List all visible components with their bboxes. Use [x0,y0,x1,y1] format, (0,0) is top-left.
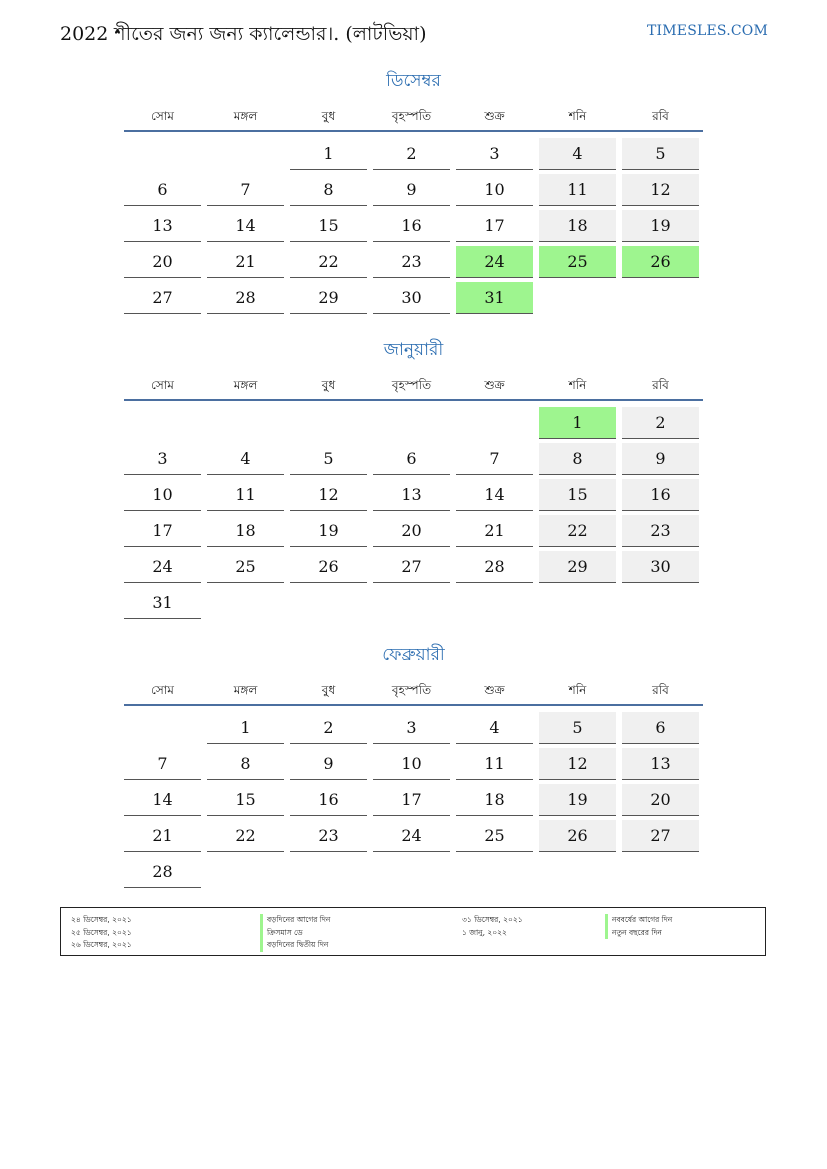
weekday-label: রবি [652,683,669,697]
weekday-label: রবি [652,378,669,392]
day-cell: 7 [456,443,533,475]
day-cell: 6 [373,443,450,475]
weekday-label: শুক্র [484,683,505,697]
day-cell: 29 [539,551,616,583]
day-cell: 14 [207,210,284,242]
day-cell: 24 [124,551,201,583]
month-title: ফেব্রুয়ারী [382,645,445,665]
day-cell: 10 [373,748,450,780]
day-cell: 13 [124,210,201,242]
day-cell: 3 [456,138,533,170]
holiday-legend [60,907,766,956]
day-cell: 21 [124,820,201,852]
legend-date: ৩১ ডিসেম্বর, ২০২১ [462,915,523,924]
weekday-header [124,108,703,132]
day-cell: 2 [290,712,367,744]
day-cell: 20 [124,246,201,278]
day-cell: 8 [290,174,367,206]
day-cell: 23 [373,246,450,278]
day-cell: 8 [539,443,616,475]
day-cell: 1 [290,138,367,170]
day-cell: 11 [207,479,284,511]
weekday-label: সোম [151,109,174,123]
day-cell: 25 [456,820,533,852]
day-cell: 17 [124,515,201,547]
day-cell: 4 [539,138,616,170]
weekday-label: শনি [568,683,587,697]
day-cell: 14 [456,479,533,511]
day-cell: 2 [622,407,699,439]
holiday-day-cell: 1 [539,407,616,439]
day-cell: 5 [622,138,699,170]
day-cell: 28 [456,551,533,583]
day-cell: 18 [456,784,533,816]
day-grid [124,407,703,619]
day-cell: 30 [622,551,699,583]
legend-date: ২৬ ডিসেম্বর, ২০২১ [71,940,132,949]
empty-cell [124,138,201,170]
day-cell: 23 [290,820,367,852]
day-cell: 1 [207,712,284,744]
weekday-label: শনি [568,378,587,392]
day-cell: 27 [622,820,699,852]
day-cell: 3 [124,443,201,475]
day-cell: 30 [373,282,450,314]
day-cell: 23 [622,515,699,547]
day-cell: 6 [622,712,699,744]
weekday-label: শুক্র [484,109,505,123]
weekday-label: সোম [151,378,174,392]
day-cell: 7 [124,748,201,780]
weekday-label: বুধ [321,109,336,123]
weekday-header [124,682,703,706]
day-cell: 25 [207,551,284,583]
day-cell: 7 [207,174,284,206]
legend-holiday-name: ক্রিসমাস ডে [260,927,330,940]
month-title: ডিসেম্বর [386,71,441,91]
page-title: 2022 শীতের জন্য জন্য ক্যালেন্ডার।. (লাটভিয়া) [60,23,427,45]
legend-date: ১ জানু, ২০২২ [462,927,507,937]
legend-date: ২৪ ডিসেম্বর, ২০২১ [71,915,132,924]
day-cell: 13 [373,479,450,511]
day-cell: 31 [124,587,201,619]
empty-cell [207,407,284,439]
holiday-day-cell: 26 [622,246,699,278]
weekday-header [124,377,703,401]
day-cell: 24 [373,820,450,852]
day-cell: 11 [539,174,616,206]
day-cell: 17 [373,784,450,816]
day-cell: 22 [290,246,367,278]
weekday-label: শুক্র [484,378,505,392]
day-cell: 10 [124,479,201,511]
day-cell: 22 [207,820,284,852]
weekday-label: রবি [652,109,669,123]
day-cell: 20 [622,784,699,816]
day-cell: 10 [456,174,533,206]
day-cell: 16 [622,479,699,511]
day-cell: 12 [539,748,616,780]
day-cell: 2 [373,138,450,170]
day-cell: 20 [373,515,450,547]
weekday-label: বৃহস্পতি [391,683,432,697]
empty-cell [373,407,450,439]
day-cell: 16 [373,210,450,242]
holiday-day-cell: 25 [539,246,616,278]
day-cell: 21 [456,515,533,547]
day-cell: 26 [290,551,367,583]
weekday-label: মঙ্গল [233,378,258,392]
month-calendar-december [124,68,703,314]
day-cell: 27 [373,551,450,583]
weekday-label: মঙ্গল [233,683,258,697]
day-cell: 19 [622,210,699,242]
day-cell: 19 [539,784,616,816]
day-cell: 26 [539,820,616,852]
weekday-label: বুধ [321,683,336,697]
day-cell: 19 [290,515,367,547]
day-cell: 6 [124,174,201,206]
empty-cell [290,407,367,439]
holiday-day-cell: 24 [456,246,533,278]
day-cell: 9 [373,174,450,206]
legend-holiday-name: নববর্ষের আগের দিন [605,914,672,927]
legend-holiday-name: বড়দিনের আগের দিন [260,914,330,927]
day-cell: 5 [290,443,367,475]
legend-holiday-name: বড়দিনের দ্বিতীয় দিন [260,939,330,952]
legend-holiday-name: নতুন বছরের দিন [605,927,672,940]
weekday-label: বৃহস্পতি [391,378,432,392]
day-cell: 22 [539,515,616,547]
empty-cell [456,407,533,439]
day-cell: 16 [290,784,367,816]
weekday-label: বৃহস্পতি [391,109,432,123]
legend-date: ২৫ ডিসেম্বর, ২০২১ [71,927,132,937]
day-cell: 8 [207,748,284,780]
day-cell: 5 [539,712,616,744]
site-brand-link[interactable]: TIMESLES.COM [647,23,768,39]
day-grid [124,712,703,888]
day-cell: 17 [456,210,533,242]
day-cell: 14 [124,784,201,816]
weekday-label: সোম [151,683,174,697]
day-cell: 28 [124,856,201,888]
day-cell: 12 [290,479,367,511]
weekday-label: মঙ্গল [233,109,258,123]
empty-cell [124,712,201,744]
day-cell: 4 [456,712,533,744]
empty-cell [207,138,284,170]
weekday-label: বুধ [321,378,336,392]
month-title: জানুয়ারী [383,340,444,360]
day-cell: 9 [290,748,367,780]
day-cell: 4 [207,443,284,475]
day-cell: 27 [124,282,201,314]
day-cell: 15 [207,784,284,816]
day-cell: 13 [622,748,699,780]
day-cell: 3 [373,712,450,744]
day-cell: 9 [622,443,699,475]
day-cell: 18 [207,515,284,547]
month-calendar-february [124,642,703,888]
month-calendar-january [124,337,703,619]
weekday-label: শনি [568,109,587,123]
day-cell: 21 [207,246,284,278]
holiday-day-cell: 31 [456,282,533,314]
day-cell: 29 [290,282,367,314]
day-cell: 12 [622,174,699,206]
day-cell: 15 [539,479,616,511]
empty-cell [124,407,201,439]
day-cell: 15 [290,210,367,242]
day-grid [124,138,703,314]
day-cell: 11 [456,748,533,780]
day-cell: 18 [539,210,616,242]
day-cell: 28 [207,282,284,314]
